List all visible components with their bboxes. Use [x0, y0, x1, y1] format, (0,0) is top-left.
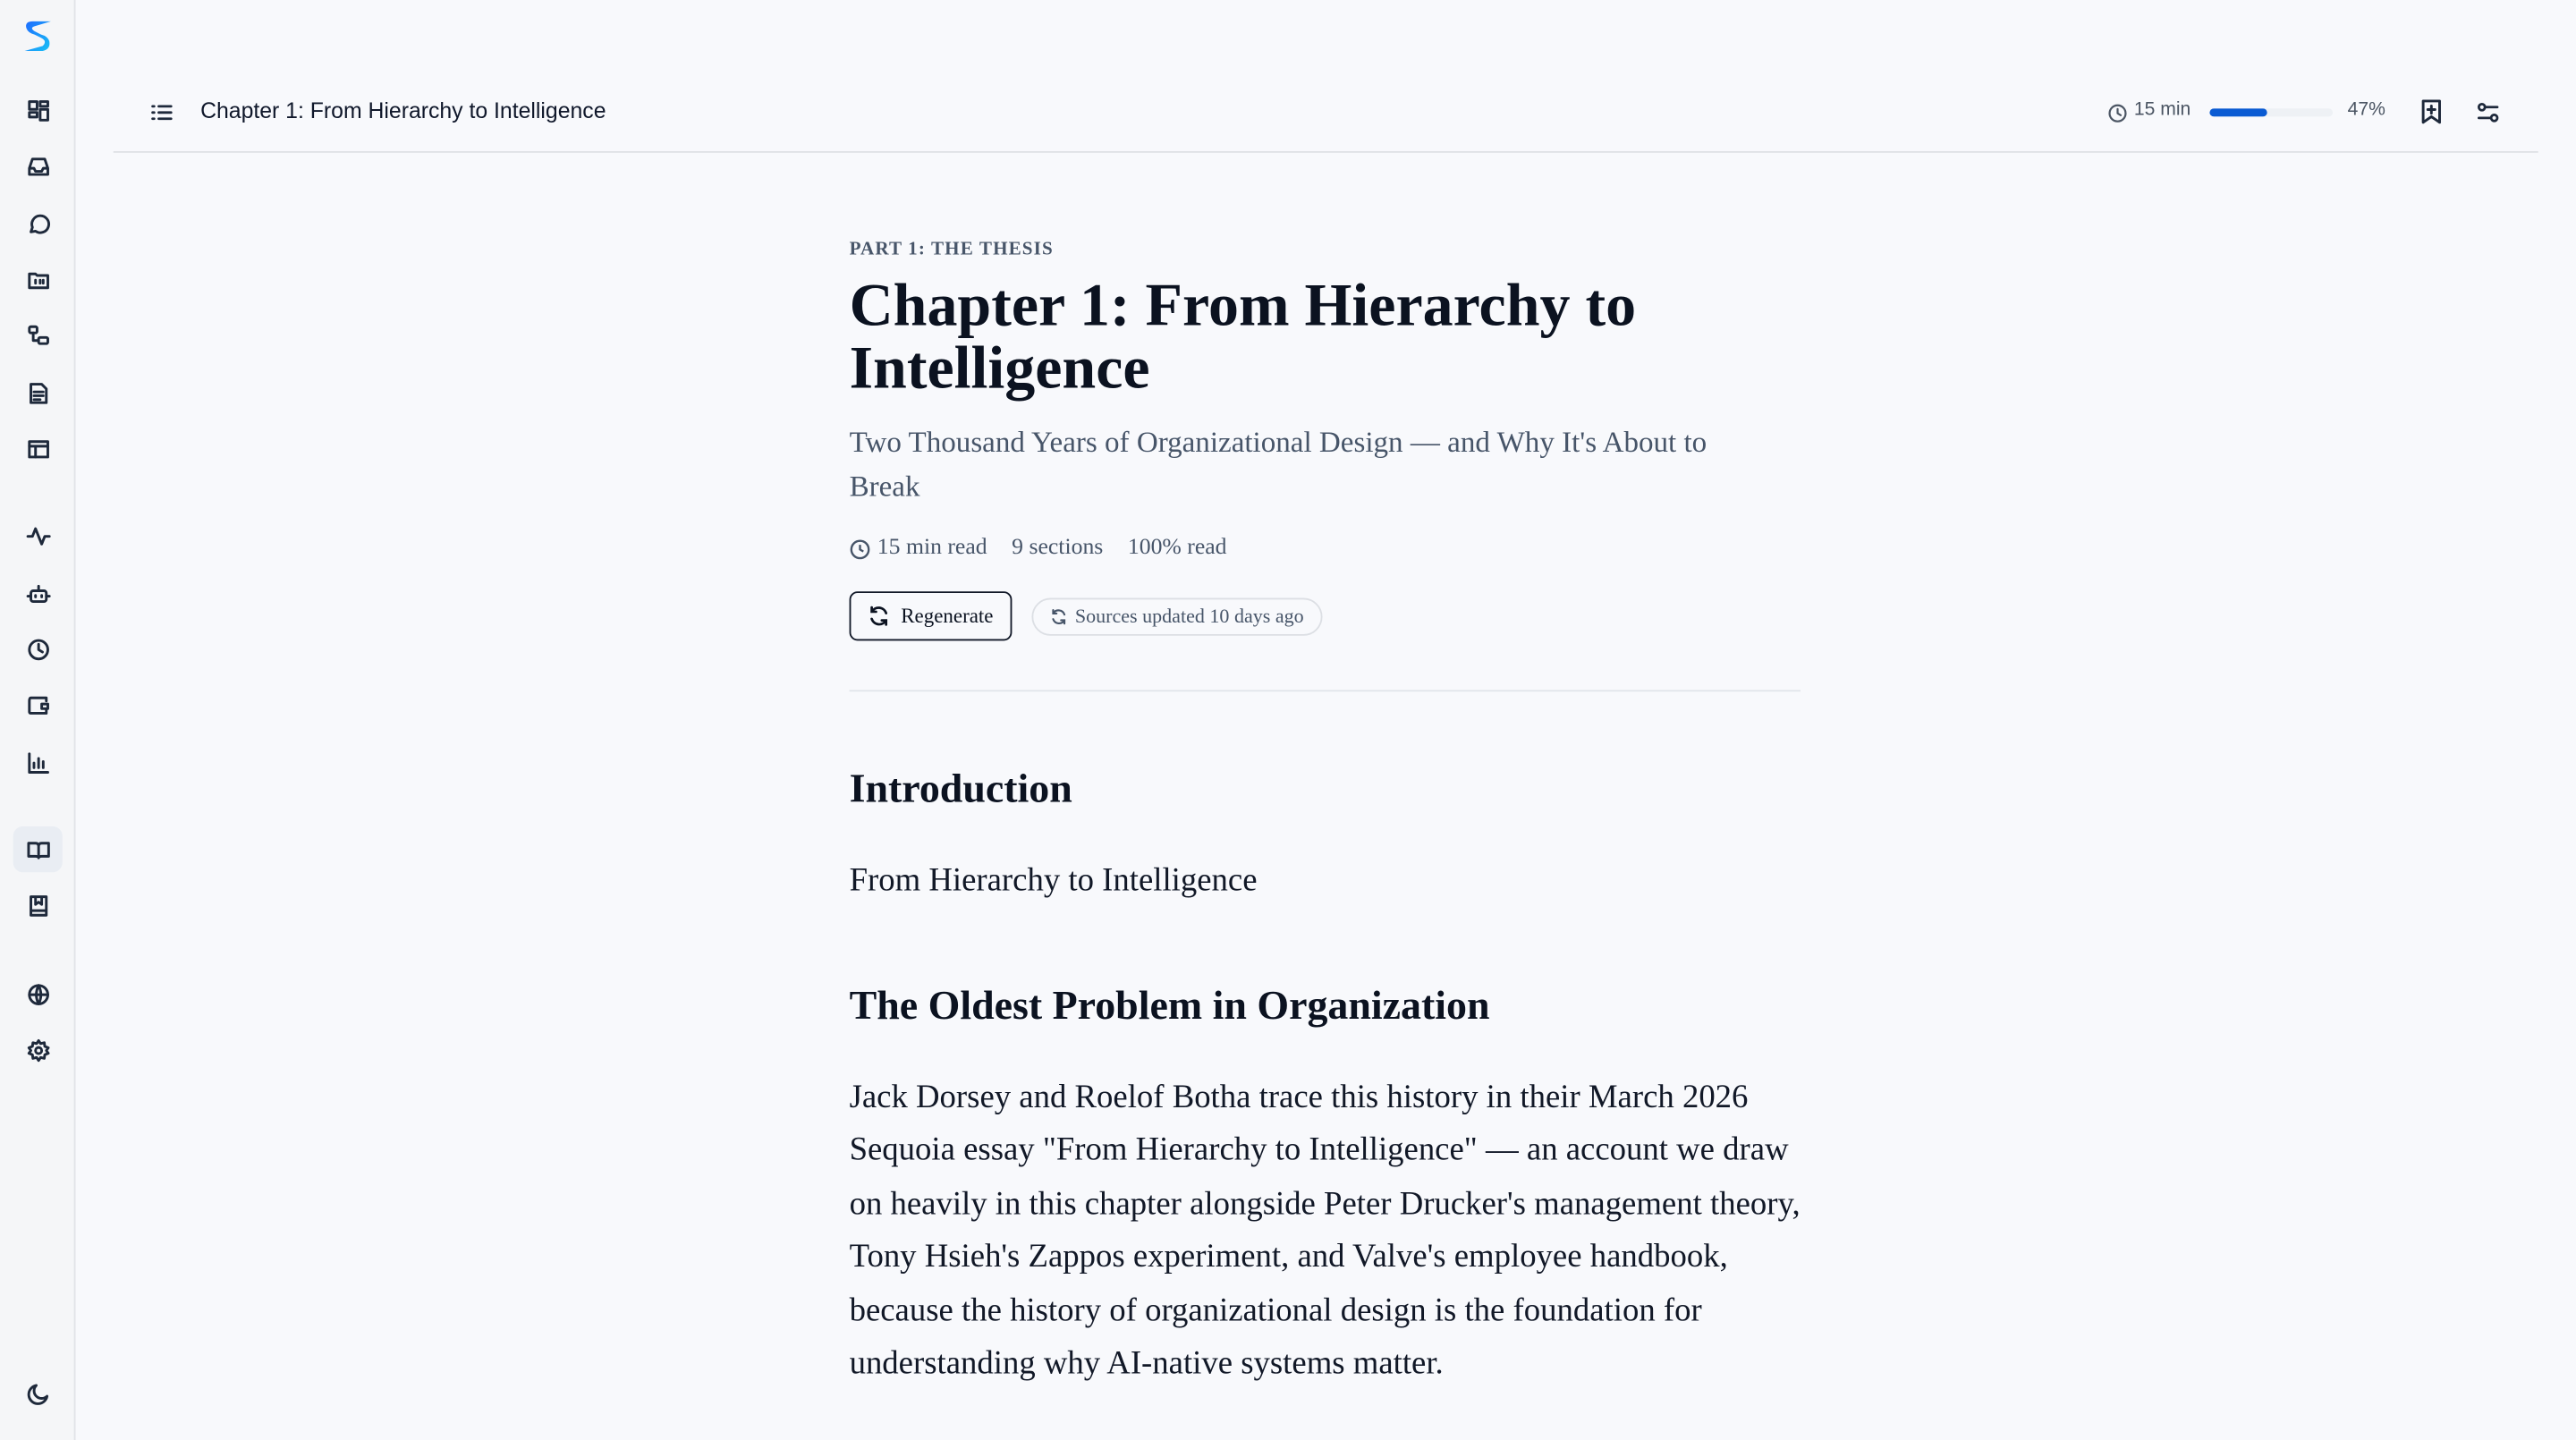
chapter-title: Chapter 1: From Hierarchy to Intelligence — [849, 272, 1637, 402]
document-icon[interactable] — [21, 377, 55, 410]
regenerate-label: Regenerate — [901, 603, 994, 627]
analytics-icon[interactable] — [21, 746, 55, 779]
dashboard-icon[interactable] — [21, 94, 55, 127]
inbox-icon[interactable] — [21, 149, 55, 182]
reader-header — [114, 79, 2538, 153]
sections-count: 9 sections — [1012, 535, 1104, 561]
read-percent: 100% read — [1127, 535, 1227, 561]
section-heading: The Oldest Problem in Organization — [849, 984, 1490, 1029]
chat-icon[interactable] — [21, 207, 55, 240]
part-label: PART 1: THE THESIS — [849, 240, 1054, 260]
workflow-icon[interactable] — [21, 318, 55, 352]
bot-icon[interactable] — [21, 577, 55, 610]
clock-icon — [2107, 102, 2127, 131]
progress-fill — [2209, 108, 2267, 116]
regenerate-button[interactable] — [850, 591, 1013, 640]
toc-menu-icon[interactable] — [149, 100, 174, 133]
book-reader-icon[interactable] — [13, 826, 63, 872]
notebook-icon[interactable] — [21, 889, 55, 922]
refresh-icon — [868, 605, 891, 628]
divider — [850, 690, 1801, 691]
read-time-meta: 15 min read — [877, 535, 987, 561]
globe-icon[interactable] — [21, 978, 55, 1011]
bookmark-add-icon[interactable] — [2419, 98, 2443, 133]
activity-icon[interactable] — [21, 519, 55, 552]
section-heading: Introduction — [849, 767, 1072, 812]
table-icon[interactable] — [21, 432, 55, 465]
app-logo[interactable] — [20, 16, 55, 55]
sources-label: Sources updated 10 days ago — [1074, 604, 1304, 628]
section-body: From Hierarchy to Intelligence — [849, 862, 1258, 899]
section-body: Jack Dorsey and Roelof Botha trace this history in their March 2026 Sequoia essay "From Hierarchy to Intelligence" — an account we draw on heavily in this chapter alongside Peter Drucker's management theory, Tony Hsieh's Zappos experiment, and Valve's employee handbook, because the history of organizational design is the foundation for understanding why AI-native systems matter. — [849, 1079, 1801, 1382]
reading-progress-bar — [2209, 108, 2333, 116]
sidebar — [0, 0, 75, 1440]
reader-settings-icon[interactable] — [2476, 100, 2501, 133]
folder-icon[interactable] — [21, 263, 55, 296]
chapter-meta — [850, 536, 1227, 562]
progress-percent: 47% — [2347, 100, 2385, 121]
clock-icon — [850, 538, 871, 560]
refresh-icon — [1050, 608, 1068, 626]
read-time: 15 min — [2133, 100, 2191, 121]
sources-updated-badge[interactable] — [1031, 598, 1322, 636]
chapter-subtitle: Two Thousand Years of Organizational Design — and Why It's About to Break — [849, 425, 1707, 504]
clock-icon[interactable] — [21, 632, 55, 665]
settings-gear-icon[interactable] — [21, 1033, 55, 1066]
chapter-title-header: Chapter 1: From Hierarchy to Intelligence — [200, 98, 606, 123]
wallet-icon[interactable] — [21, 689, 55, 722]
moon-icon[interactable] — [21, 1376, 55, 1410]
